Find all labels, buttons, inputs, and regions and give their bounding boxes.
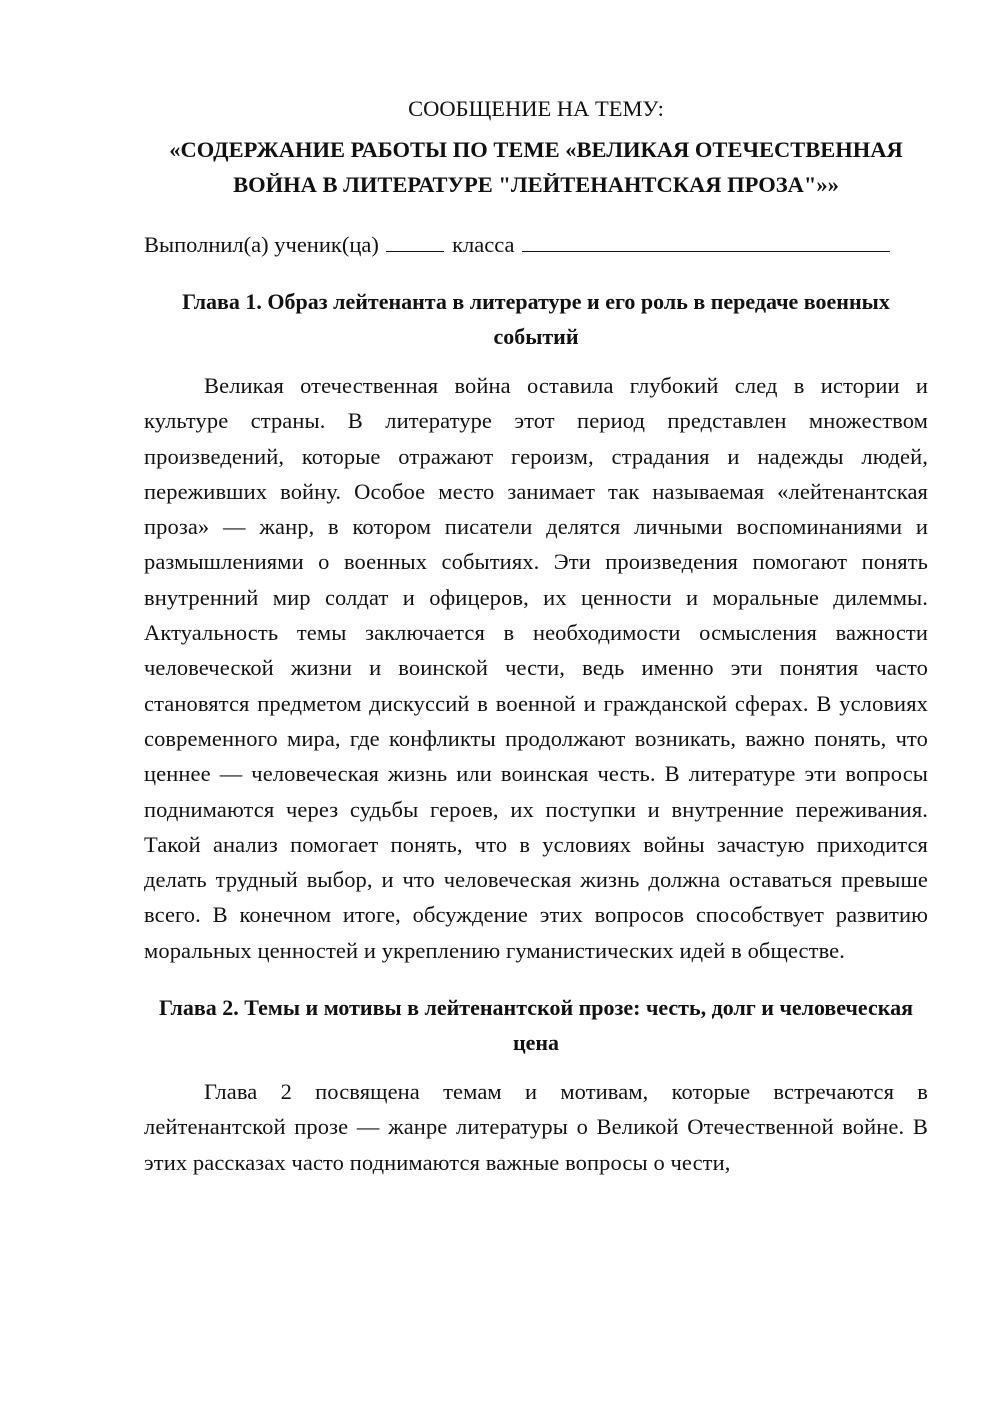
- byline: [144, 228, 928, 262]
- chapter-paragraph: Великая отечественная война оставила глубокий след в истории и культуре страны. В литературе этот период представлен множеством произведений, которые отражают героизм, страдания и надежды людей, переживших войну. Особое место занимает так называемая «лейтенантская проза» — жанр, в котором писатели делятся личными воспоминаниями и размышлениями о военных событиях. Эти произведения помогают понять внутренний мир солдат и офицеров, их ценности и моральные дилеммы. Актуальность темы заключается в необходимости осмысления важности человеческой жизни и воинской чести, ведь именно эти понятия часто становятся предметом дискуссий в военной и гражданской сферах. В условиях современного мира, где конфликты продолжают возникать, важно понять, что ценнее — человеческая жизнь или воинская честь. В литературе эти вопросы поднимаются через судьбы героев, их поступки и внутренние переживания. Такой анализ помогает понять, что в условиях войны зачастую приходится делать трудный выбор, и что человеческая жизнь должна оставаться превыше всего. В конечном итоге, обсуждение этих вопросов способствует развитию моральных ценностей и укреплению гуманистических идей в обществе.: [144, 373, 928, 963]
- document-kicker: СООБЩЕНИЕ НА ТЕМУ:: [408, 96, 664, 121]
- document-page: [144, 92, 928, 1180]
- chapter-heading: Глава 2. Темы и мотивы в лейтенантской прозе: честь, долг и человеческая цена: [159, 995, 913, 1056]
- chapter-heading: Глава 1. Образ лейтенанта в литературе и его роль в передаче военных событий: [182, 289, 890, 349]
- chapter-2: [144, 990, 928, 1180]
- name-blank-line: [522, 245, 890, 252]
- chapter-paragraph: Глава 2 посвящена темам и мотивам, которые встречаются в лейтенантской прозе — жанре литературы о Великой Отечественной войне. В этих рассказах часто поднимаются важные вопросы о чести,: [144, 1079, 928, 1175]
- chapter-1: [144, 284, 928, 968]
- class-blank-line: [386, 245, 444, 252]
- document-title: «СОДЕРЖАНИЕ РАБОТЫ ПО ТЕМЕ «ВЕЛИКАЯ ОТЕЧЕСТВЕННАЯ ВОЙНА В ЛИТЕРАТУРЕ "ЛЕЙТЕНАНТСКАЯ ПРОЗА"»»: [169, 137, 903, 197]
- byline-prefix: Выполнил(а) ученик(ца): [144, 232, 379, 257]
- byline-middle: класса: [452, 232, 515, 257]
